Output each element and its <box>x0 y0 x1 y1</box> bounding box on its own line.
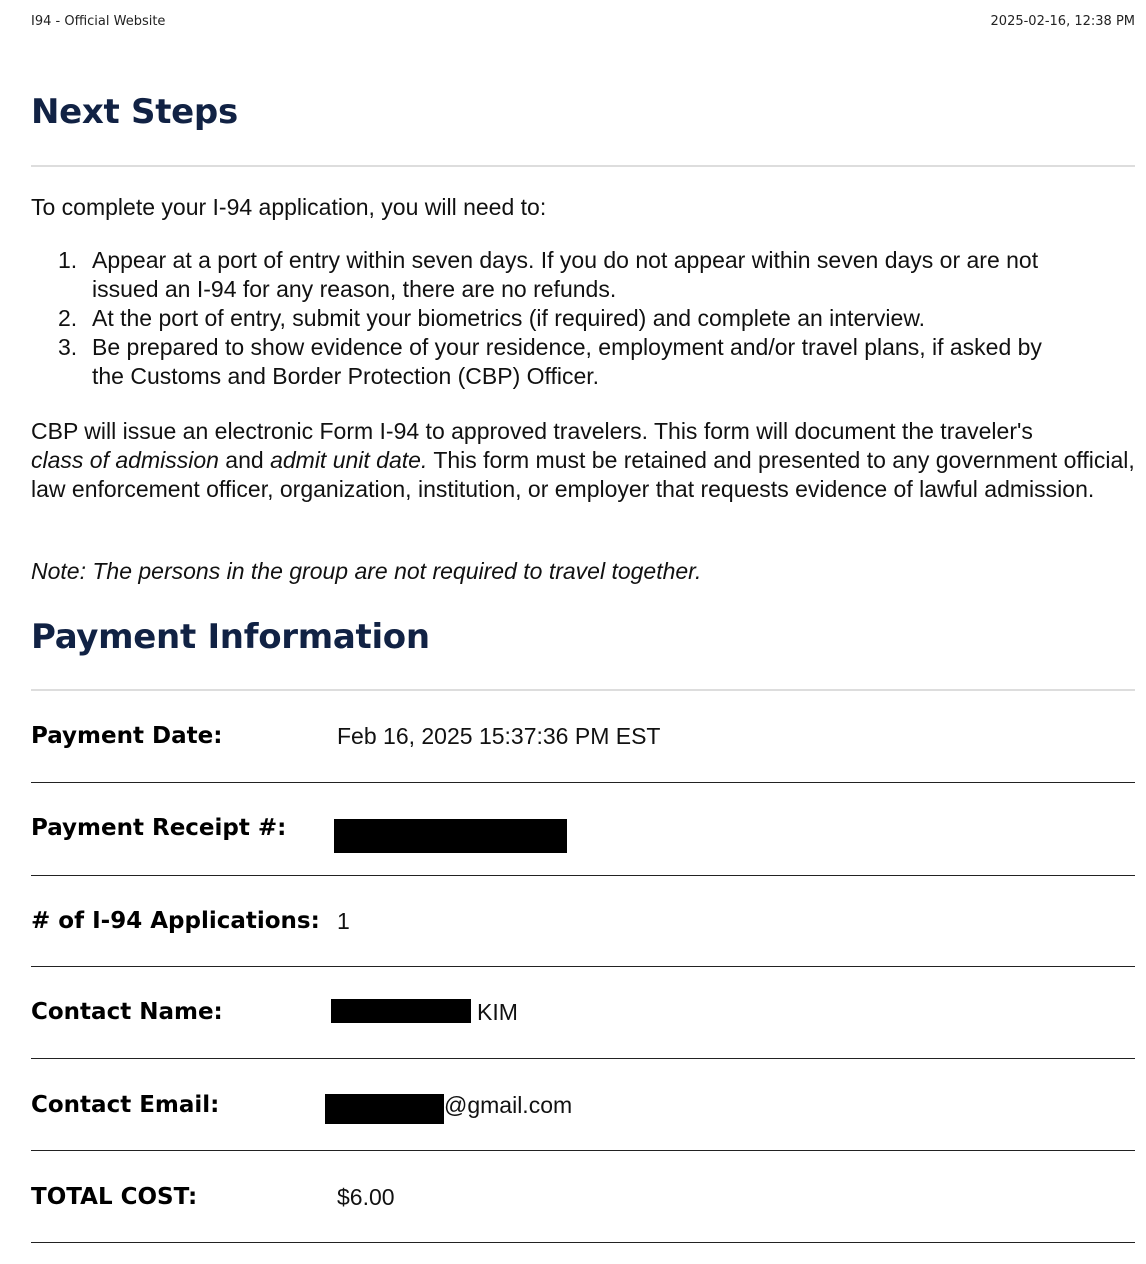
next-steps-heading: Next Steps <box>31 92 238 132</box>
cbp-text: This form must be retained and presented to any government official, law enforcement officer, organization, institution, or employer that requests evidence of lawful admission. <box>31 447 1135 502</box>
cbp-text: and <box>218 447 271 473</box>
section-divider <box>31 689 1135 691</box>
cbp-text: CBP will issue an electronic Form I-94 to approved travelers. This form will document the traveler's <box>31 418 1033 444</box>
total-cost-value: $6.00 <box>337 1184 395 1210</box>
step-item <box>58 246 1146 304</box>
row-divider <box>31 966 1135 967</box>
steps-list <box>31 246 1146 391</box>
redaction-block <box>331 999 471 1023</box>
section-divider <box>31 165 1135 167</box>
payment-info-heading: Payment Information <box>31 617 430 657</box>
step-text-line: Appear at a port of entry within seven days. If you do not appear within seven days or are not <box>92 247 1039 273</box>
row-divider <box>31 1242 1135 1243</box>
contact-email-value: @gmail.com <box>444 1092 573 1118</box>
print-header <box>31 14 1135 30</box>
row-divider <box>31 1058 1135 1059</box>
redaction-block <box>325 1094 444 1124</box>
contact-name-value: KIM <box>477 999 518 1025</box>
cbp-paragraph <box>31 417 1135 504</box>
row-divider <box>31 782 1135 783</box>
step-number: 3. <box>58 334 78 360</box>
step-text-line: the Customs and Border Protection (CBP) Officer. <box>92 363 600 389</box>
site-title: I94 - Official Website <box>31 14 166 29</box>
step-text-line: At the port of entry, submit your biometrics (if required) and complete an interview. <box>92 305 926 331</box>
total-cost-label: TOTAL COST: <box>31 1184 198 1210</box>
contact-email-label: Contact Email: <box>31 1092 220 1118</box>
applications-count-value: 1 <box>337 908 350 934</box>
class-of-admission-term: class of admission <box>31 447 219 473</box>
row-divider <box>31 1150 1135 1151</box>
step-text-line: Be prepared to show evidence of your residence, employment and/or travel plans, if asked by <box>92 334 1042 360</box>
payment-date-value: Feb 16, 2025 15:37:36 PM EST <box>337 723 661 749</box>
admit-unit-date-term: admit unit date. <box>270 447 428 473</box>
applications-count-label: # of I-94 Applications: <box>31 908 320 934</box>
row-divider <box>31 875 1135 876</box>
payment-receipt-label: Payment Receipt #: <box>31 815 287 841</box>
step-text-line: issued an I-94 for any reason, there are no refunds. <box>92 276 617 302</box>
step-number: 1. <box>58 247 78 273</box>
print-timestamp: 2025-02-16, 12:38 PM <box>990 14 1135 29</box>
payment-date-label: Payment Date: <box>31 723 223 749</box>
step-item <box>58 333 1146 391</box>
redaction-block <box>334 819 567 853</box>
intro-text: To complete your I-94 application, you will need to: <box>31 194 547 220</box>
step-number: 2. <box>58 305 78 331</box>
group-note: Note: The persons in the group are not required to travel together. <box>31 558 702 584</box>
contact-name-label: Contact Name: <box>31 999 223 1025</box>
step-item <box>58 304 1146 333</box>
